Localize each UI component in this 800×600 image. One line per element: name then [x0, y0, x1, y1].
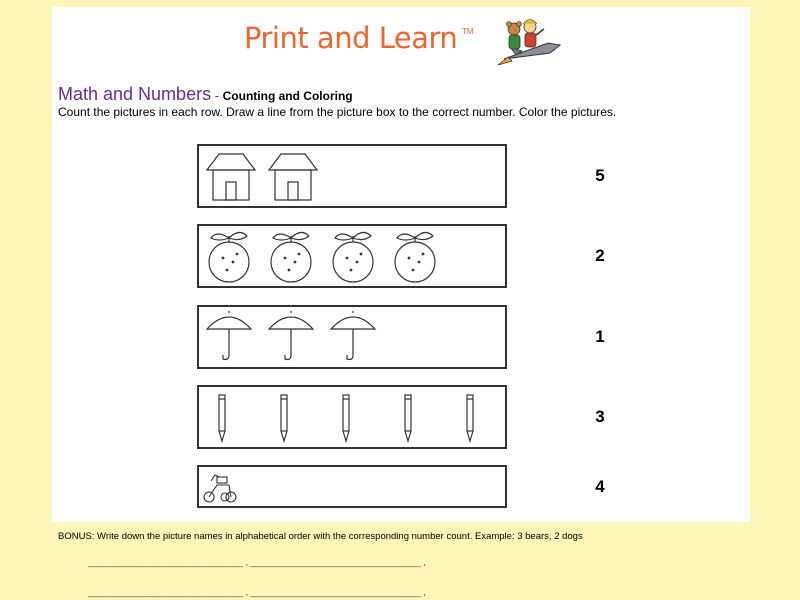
number-4[interactable]: 4: [595, 477, 605, 496]
umbrella-group: [199, 307, 505, 367]
umbrella-icon: [207, 311, 251, 360]
bonus-instructions: BONUS: Write down the picture names in alphabetical order with the corresponding number count. Example: 3 bears, 2 dogs: [58, 531, 583, 542]
pencil-icon: [343, 395, 349, 441]
pencil-icon: [281, 395, 287, 441]
orange-icon: [209, 232, 249, 282]
house-icon: [207, 154, 255, 200]
pencil-group: [199, 387, 505, 447]
page-title: Math and Numbers: [58, 84, 212, 104]
pencil-icon: [405, 395, 411, 441]
number-5[interactable]: 5: [595, 166, 605, 185]
orange-group: [199, 226, 505, 286]
logo-text: Print and Learn: [244, 21, 458, 55]
picture-box-pencils[interactable]: [197, 385, 507, 449]
house-icon: [269, 154, 317, 200]
house-group: [199, 146, 505, 206]
umbrella-icon: [331, 311, 375, 360]
trademark-mark: TM: [462, 27, 474, 36]
answer-line-2[interactable]: _______________________________ , __________________________________ ,: [88, 587, 426, 597]
picture-box-oranges[interactable]: [197, 224, 507, 288]
picture-box-houses[interactable]: [197, 144, 507, 208]
umbrella-icon: [269, 311, 313, 360]
answer-line-1[interactable]: _______________________________ , __________________________________ ,: [88, 557, 426, 567]
instructions: Count the pictures in each row. Draw a line from the picture box to the correct number. Color the pictures.: [58, 105, 617, 119]
title-separator: -: [211, 88, 223, 103]
tricycle-icon: [204, 475, 236, 502]
number-2[interactable]: 2: [595, 246, 605, 265]
worksheet-heading: [58, 84, 353, 105]
orange-icon: [271, 232, 311, 282]
orange-icon: [395, 232, 435, 282]
page-subtitle: Counting and Coloring: [222, 89, 353, 103]
orange-icon: [333, 232, 373, 282]
number-1[interactable]: 1: [595, 327, 605, 346]
pencil-icon: [467, 395, 473, 441]
kids-rocket-icon: [496, 15, 562, 73]
number-3[interactable]: 3: [595, 407, 605, 426]
pencil-icon: [219, 395, 225, 441]
tricycle-group: [199, 467, 505, 506]
picture-box-tricycle[interactable]: [197, 465, 507, 508]
picture-box-umbrellas[interactable]: [197, 305, 507, 369]
worksheet: [52, 7, 750, 522]
